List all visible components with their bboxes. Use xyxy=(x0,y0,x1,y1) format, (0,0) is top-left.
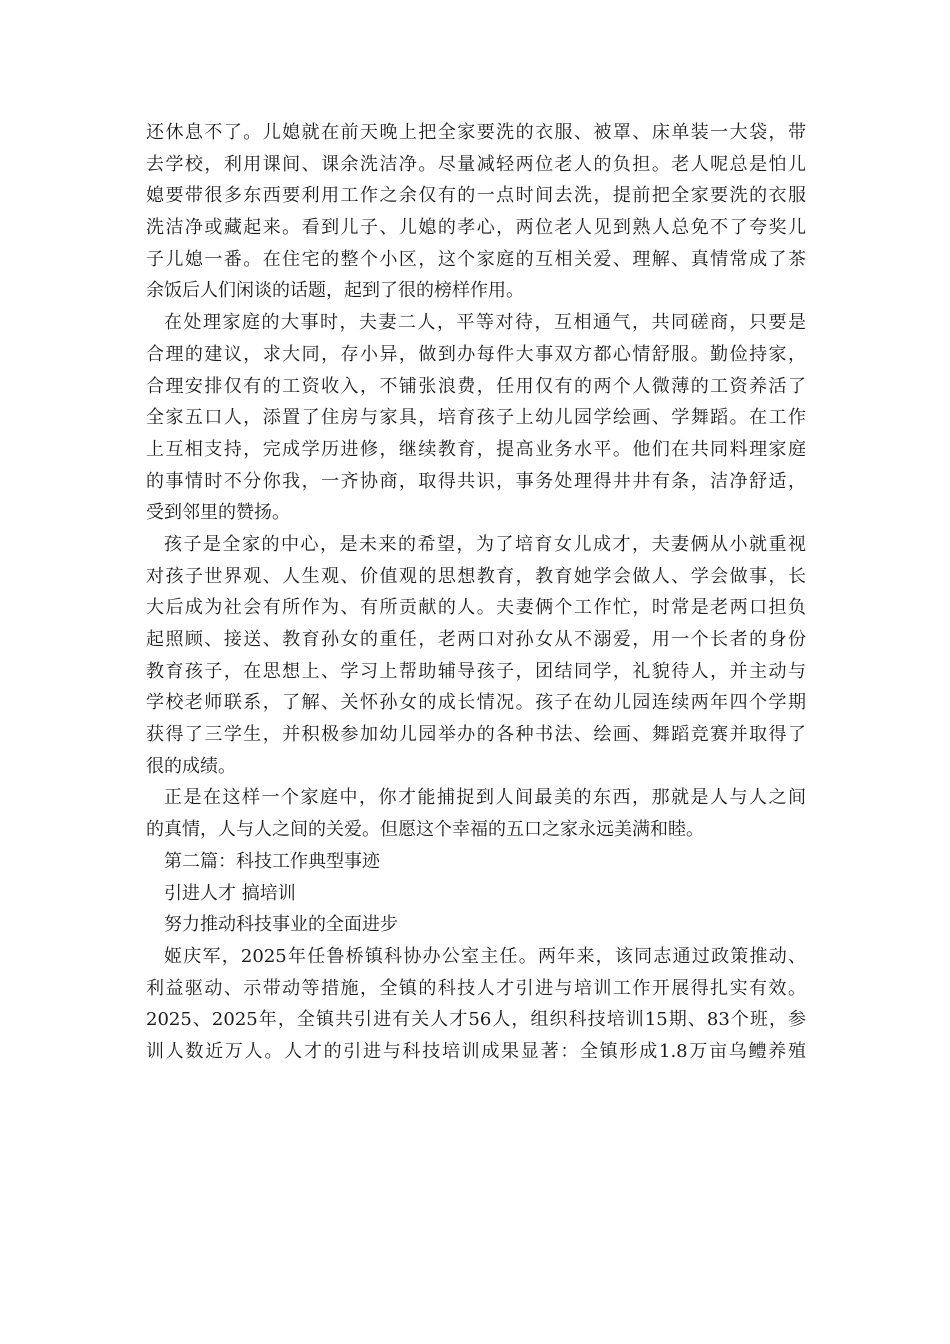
text-line: 2025、2025年，全镇共引进有关人才56人，组织科技培训15期、83个班，参 xyxy=(146,1009,806,1031)
text-line: 孩子是全家的中心，是未来的希望，为了培育女儿成才，夫妻俩从小就重视 xyxy=(164,533,806,555)
text-line: 合理的建议，求大同，存小异，做到办每件大事双方都心情舒服。勤俭持家， xyxy=(146,343,806,365)
text-line: 子儿媳一番。在住宅的整个小区，这个家庭的互相关爱、理解、真情常成了茶 xyxy=(146,248,806,270)
text-line: 洗洁净或藏起来。看到儿子、儿媳的孝心，两位老人见到熟人总免不了夸奖儿 xyxy=(146,217,806,239)
text-line: 起照顾、接送、教育孙女的重任，老两口对孙女从不溺爱，用一个长者的身份 xyxy=(146,629,806,650)
text-line: 的真情，人与人之间的关爱。但愿这个幸福的五口之家永远美满和睦。 xyxy=(146,819,704,841)
text-line: 正是在这样一个家庭中，你才能捕捉到人间最美的东西，那就是人与人之间 xyxy=(164,787,806,809)
text-line: 的事情时不分你我，一齐协商，取得共识，事务处理得井井有条，洁净舒适， xyxy=(146,470,806,492)
text-line: 合理安排仅有的工资收入，不铺张浪费，任用仅有的两个人微薄的工资养活了 xyxy=(146,375,806,397)
text-line: 去学校，利用课间、课余洗洁净。尽量减轻两位老人的负担。老人呢总是怕儿 xyxy=(146,153,806,175)
text-line: 学校老师联系，了解、关怀孙女的成长情况。孩子在幼儿园连续两年四个学期 xyxy=(146,692,806,714)
document-page xyxy=(146,117,806,1068)
text-line: 余饭后人们闲谈的话题，起到了很的榜样作用。 xyxy=(146,280,524,302)
text-line: 对孩子世界观、人生观、价值观的思想教育，教育她学会做人、学会做事，长 xyxy=(146,565,806,587)
text-line: 受到邻里的赞扬。 xyxy=(146,502,290,524)
text-line: 媳要带很多东西要利用工作之余仅有的一点时间去洗，提前把全家要洗的衣服 xyxy=(146,185,806,207)
text-line: 在处理家庭的大事时，夫妻二人，平等对待，互相通气，共同磋商，只要是 xyxy=(164,312,806,334)
text-line: 全家五口人，添置了住房与家具，培育孩子上幼儿园学绘画、学舞蹈。在工作 xyxy=(146,407,806,429)
text-line: 还休息不了。儿媳就在前天晚上把全家要洗的衣服、被罩、床单装一大袋，带 xyxy=(146,122,806,143)
text-line: 教育孩子，在思想上、学习上帮助辅导孩子，团结同学，礼貌待人，并主动与 xyxy=(146,660,806,682)
text-line: 姬庆军，2025年任鲁桥镇科协办公室主任。两年来，该同志通过政策推动、 xyxy=(164,945,806,967)
text-line: 很的成绩。 xyxy=(146,755,236,777)
text-line: 获得了三学生，并积极参加幼儿园举办的各种书法、绘画、舞蹈竞赛并取得了 xyxy=(146,724,806,746)
text-line: 努力推动科技事业的全面进步 xyxy=(164,914,398,936)
text-line: 大后成为社会有所作为、有所贡献的人。夫妻俩个工作忙，时常是老两口担负 xyxy=(146,597,806,619)
text-line: 第二篇：科技工作典型事迹 xyxy=(164,850,380,872)
text-line: 利益驱动、示带动等措施，全镇的科技人才引进与培训工作开展得扎实有效。 xyxy=(146,977,806,999)
text-line: 引进人才 搞培训 xyxy=(164,882,296,904)
text-line: 上互相支持，完成学历进修，继续教育，提高业务水平。他们在共同料理家庭 xyxy=(146,438,806,460)
text-line: 训人数近万人。人才的引进与科技培训成果显著：全镇形成1.8万亩乌鳢养殖 xyxy=(146,1040,806,1062)
